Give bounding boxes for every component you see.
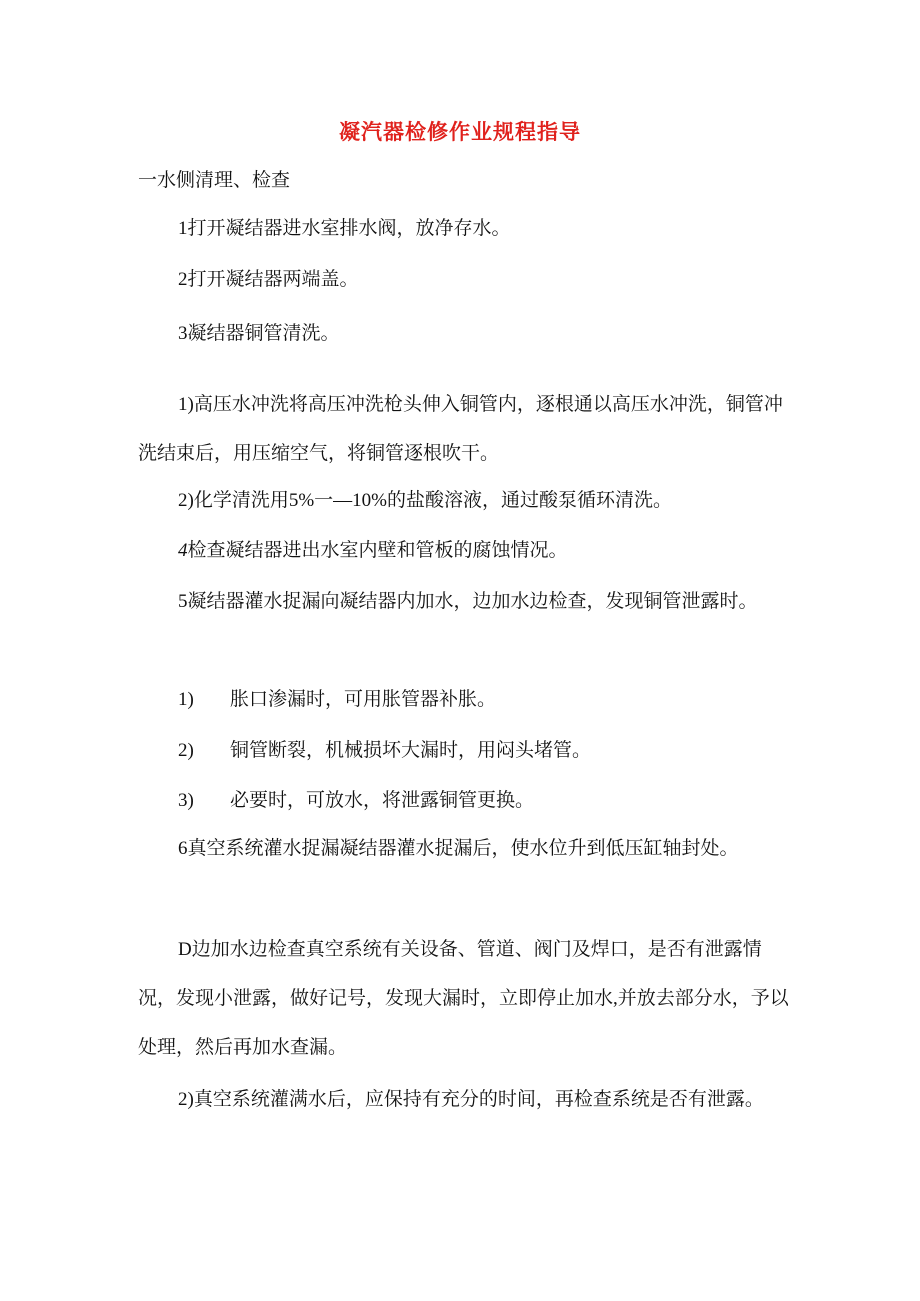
step-3-sub-1: 1)高压水冲洗将高压冲洗枪头伸入铜管内，逐根通以高压水冲洗，铜管冲洗结束后，用压缩空气，将铜管逐根吹干。	[138, 394, 783, 464]
list-item-number: 1)	[178, 689, 194, 710]
list-item-number: 2)	[178, 740, 194, 761]
step-6-sub-1: D边加水边检查真空系统有关设备、管道、阀门及焊口，是否有泄露情况，发现小泄露，做好记号，发现大漏时，立即停止加水,并放去部分水，予以处理，然后再加水查漏。	[138, 939, 789, 1058]
step-1: 1打开凝结器进水室排水阀，放净存水。	[178, 218, 511, 239]
step-5: 5凝结器灌水捉漏向凝结器内加水，边加水边检查，发现铜管泄露时。	[178, 591, 758, 612]
list-item-text: 胀口渗漏时，可用胀管器补胀。	[230, 689, 497, 710]
step-5-item-1	[178, 687, 496, 713]
step-4-number: 4	[178, 540, 188, 561]
list-item-number: 3)	[178, 790, 194, 811]
step-5-item-2	[178, 738, 591, 764]
step-3: 3凝结器铜管清洗。	[178, 323, 340, 344]
step-6: 6真空系统灌水捉漏凝结器灌水捉漏后，使水位升到低压缸轴封处。	[178, 838, 739, 859]
step-4-text: 检查凝结器进出水室内壁和管板的腐蚀情况。	[187, 540, 568, 561]
section-heading: 一水侧清理、检查	[138, 170, 291, 191]
step-2: 2打开凝结器两端盖。	[178, 269, 359, 290]
step-3-sub-2: 2)化学清洗用5%一—10%的盐酸溶液，通过酸泵循环清洗。	[178, 490, 672, 511]
step-4	[178, 538, 568, 564]
list-item-text: 铜管断裂，机械损坏大漏时，用闷头堵管。	[230, 740, 592, 761]
document-title: 凝汽器检修作业规程指导	[339, 120, 581, 144]
step-6-sub-2: 2)真空系统灌满水后，应保持有充分的时间，再检查系统是否有泄露。	[178, 1089, 764, 1110]
list-item-text: 必要时，可放水，将泄露铜管更换。	[230, 790, 535, 811]
step-5-item-3	[178, 788, 534, 814]
